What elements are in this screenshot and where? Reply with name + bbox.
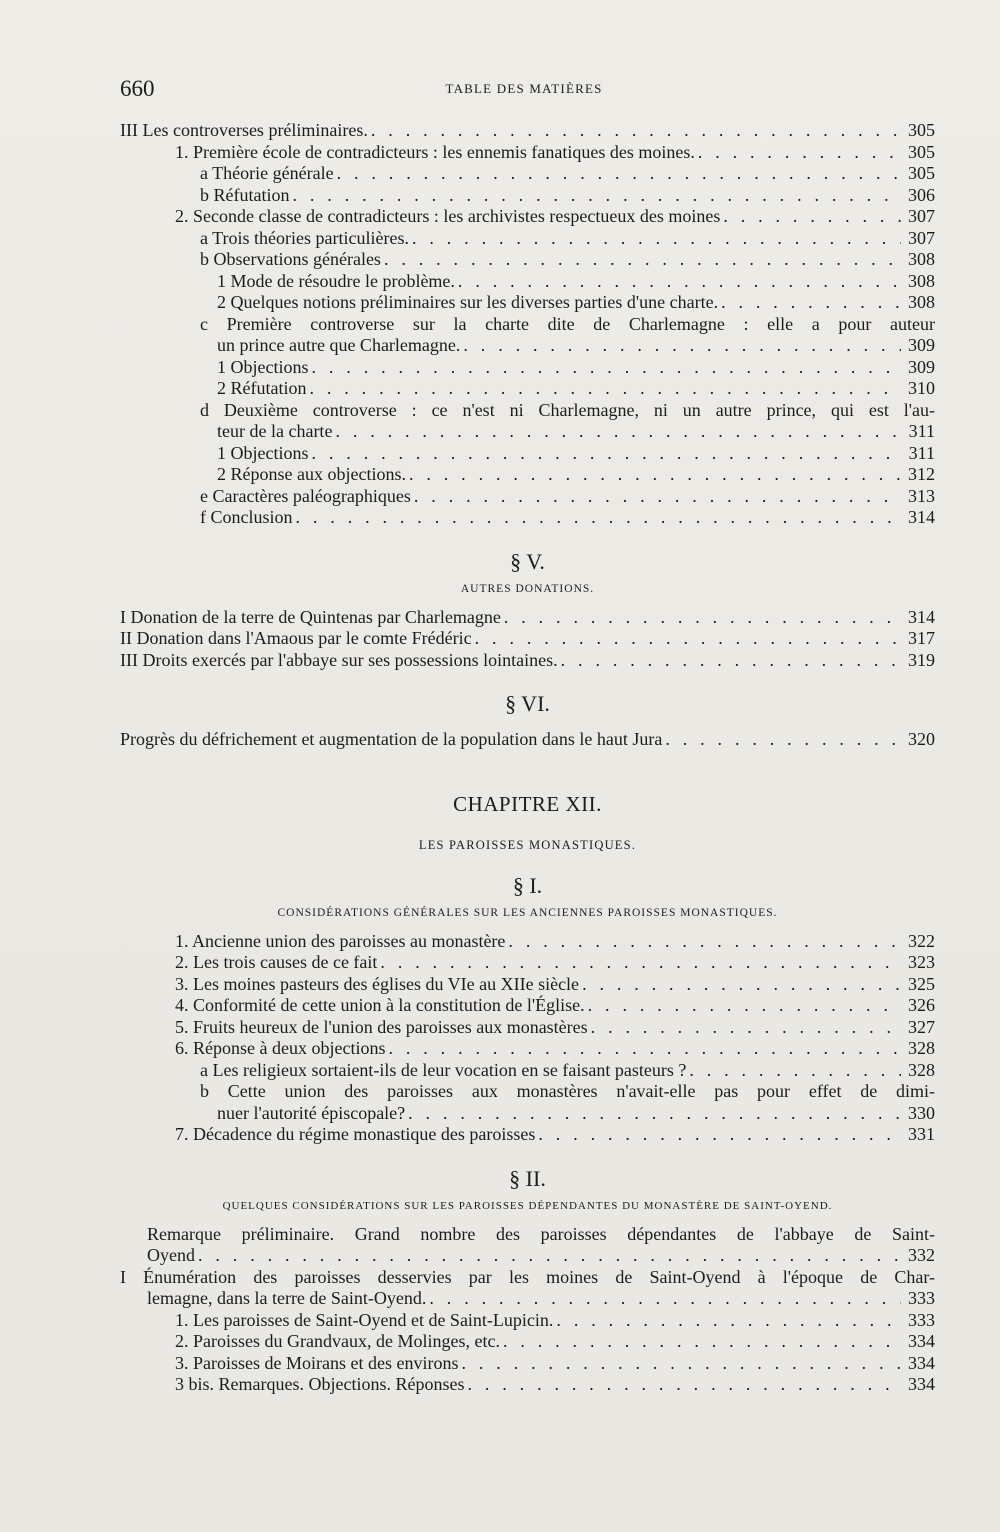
- toc-entry: [120, 1103, 935, 1125]
- toc-entry-page: 314: [908, 606, 935, 627]
- toc-entry-multiline: [120, 1081, 935, 1124]
- leader-dots: [412, 228, 901, 250]
- leader-dots: [458, 271, 901, 293]
- toc-entry: [120, 163, 935, 185]
- toc-entry-page: 307: [908, 227, 935, 248]
- toc-entry-page: 309: [908, 335, 935, 355]
- toc-entry-page: 305: [908, 163, 935, 183]
- toc-entry: [120, 464, 935, 486]
- leader-dots: [508, 931, 901, 953]
- toc-entry-line: d Deuxième controverse : ce n'est ni Charlemagne, ni un autre prince, qui est l'au-: [200, 399, 935, 420]
- toc-entry-title: 4. Conformité de cette union à la constitution de l'Église.: [175, 995, 585, 1015]
- toc-entry-title: 3. Les moines pasteurs des églises du VIe au XIIe siècle: [175, 973, 580, 994]
- toc-entry-title: b Réfutation: [200, 184, 290, 205]
- toc-entry-page: 334: [908, 1352, 935, 1373]
- toc-entry: [120, 931, 935, 953]
- toc-entry-page: 334: [908, 1374, 935, 1394]
- toc-entry: [120, 607, 935, 629]
- toc-entry: [120, 292, 935, 314]
- leader-dots: [408, 1103, 901, 1125]
- section-subtitle: AUTRES DONATIONS.: [460, 582, 595, 595]
- table-of-contents: [120, 120, 935, 1396]
- leader-dots: [504, 607, 901, 629]
- section-heading: § II.: [509, 1165, 546, 1191]
- toc-entry-title: 2 Quelques notions préliminaires sur les diverses parties d'une charte.: [217, 292, 719, 312]
- toc-entry-title: 2 Réfutation: [217, 378, 307, 398]
- toc-entry-line: I Énumération des paroisses desservies par les moines de Saint-Oyend à l'époque de Char-: [120, 1266, 935, 1287]
- section-subtitle: QUELQUES CONSIDÉRATIONS SUR LES PAROISSES DÉPENDANTES DU MONASTÈRE DE SAINT-OYEND.: [222, 1199, 833, 1212]
- toc-entry-page: 333: [908, 1309, 935, 1330]
- toc-entry: [120, 378, 935, 400]
- toc-group-controverses: [120, 120, 935, 314]
- toc-entry-title: 1. Les paroisses de Saint-Oyend et de Saint-Lupicin.: [175, 1309, 554, 1330]
- toc-entry-title: I Donation de la terre de Quintenas par Charlemagne: [120, 606, 501, 627]
- running-title: TABLE DES MATIÈRES: [445, 81, 603, 96]
- leader-dots: [475, 628, 901, 650]
- toc-entry-page: 327: [908, 1016, 935, 1037]
- toc-group: [120, 357, 935, 400]
- toc-entry-line: c Première controverse sur la charte dite de Charlemagne : elle a pour auteur: [200, 313, 935, 334]
- toc-entry-title: 1. Première école de contradicteurs : les ennemis fanatiques des moines.: [175, 141, 695, 162]
- toc-entry-title: 7. Décadence du régime monastique des paroisses: [175, 1124, 536, 1144]
- toc-entry-page: 307: [908, 206, 935, 226]
- leader-dots: [384, 249, 901, 271]
- toc-entry-title: III Les controverses préliminaires.: [120, 120, 368, 140]
- toc-entry: [120, 1245, 935, 1267]
- toc-entry-title: a Théorie générale: [200, 163, 334, 183]
- leader-dots: [296, 507, 902, 529]
- toc-entry-title: 2. Les trois causes de ce fait: [175, 952, 378, 972]
- toc-entry: [120, 1060, 935, 1082]
- section-heading: § VI.: [505, 691, 550, 716]
- toc-entry: [120, 1374, 935, 1396]
- toc-entry-page: 323: [908, 952, 935, 972]
- toc-entry-page: 305: [908, 141, 935, 162]
- toc-entry-title: Progrès du défrichement et augmentation de la population dans le haut Jura: [120, 729, 663, 749]
- page-number: 660: [120, 76, 155, 101]
- toc-entry: [120, 421, 935, 443]
- leader-dots: [409, 464, 901, 486]
- toc-entry-page: 320: [908, 729, 935, 749]
- page-header: [120, 76, 928, 106]
- leader-dots: [556, 1310, 901, 1332]
- toc-entry-multiline: [120, 1267, 935, 1310]
- toc-entry: [120, 1288, 935, 1310]
- toc-group-donations: [120, 607, 935, 672]
- toc-entry: [120, 185, 935, 207]
- leader-dots: [335, 421, 901, 443]
- toc-entry-title: nuer l'autorité épiscopale?: [217, 1102, 406, 1123]
- toc-entry: [120, 1017, 935, 1039]
- leader-dots: [380, 952, 901, 974]
- toc-entry: [120, 628, 935, 650]
- toc-group: [120, 729, 935, 751]
- toc-entry: [120, 120, 935, 142]
- toc-entry-title: 6. Réponse à deux objections: [175, 1038, 386, 1058]
- leader-dots: [698, 142, 901, 164]
- leader-dots: [721, 292, 901, 314]
- toc-entry: [120, 486, 935, 508]
- leader-dots: [371, 120, 901, 142]
- leader-dots: [591, 1017, 901, 1039]
- toc-entry-page: 330: [908, 1102, 935, 1123]
- toc-entry-title: e Caractères paléographiques: [200, 485, 411, 506]
- toc-entry-title: b Observations générales: [200, 249, 381, 269]
- toc-entry-title: teur de la charte: [217, 421, 333, 441]
- toc-group-paroisses: [120, 931, 935, 1082]
- leader-dots: [723, 206, 901, 228]
- leader-dots: [429, 1288, 901, 1310]
- toc-entry-multiline: [120, 314, 935, 357]
- toc-entry: [120, 1124, 935, 1146]
- toc-entry-page: 326: [908, 995, 935, 1015]
- toc-group: [120, 1124, 935, 1146]
- leader-dots: [467, 1374, 901, 1396]
- toc-entry-page: 306: [908, 184, 935, 205]
- toc-entry-page: 311: [908, 442, 935, 463]
- leader-dots: [312, 443, 902, 465]
- toc-entry-title: Oyend: [147, 1245, 195, 1265]
- toc-entry: [120, 271, 935, 293]
- toc-entry: [120, 142, 935, 164]
- toc-entry-page: 311: [908, 421, 935, 441]
- toc-entry-title: un prince autre que Charlemagne.: [217, 335, 461, 355]
- leader-dots: [538, 1124, 901, 1146]
- leader-dots: [665, 729, 901, 751]
- toc-entry: [120, 1310, 935, 1332]
- leader-dots: [503, 1331, 901, 1353]
- toc-entry-page: 333: [908, 1288, 935, 1308]
- toc-entry: [120, 729, 935, 751]
- toc-entry-page: 313: [908, 485, 935, 506]
- toc-entry: [120, 995, 935, 1017]
- toc-entry-title: 3. Paroisses de Moirans et des environs: [175, 1352, 459, 1373]
- leader-dots: [292, 185, 901, 207]
- toc-entry: [120, 249, 935, 271]
- leader-dots: [309, 378, 901, 400]
- toc-entry-page: 332: [908, 1245, 935, 1265]
- leader-dots: [337, 163, 901, 185]
- toc-entry: [120, 507, 935, 529]
- toc-entry-title: 2 Réponse aux objections.: [217, 464, 406, 484]
- toc-entry-title: 1 Mode de résoudre le problème.: [217, 270, 455, 291]
- toc-entry-page: 310: [908, 378, 935, 398]
- leader-dots: [388, 1038, 901, 1060]
- section-heading: § I.: [512, 872, 543, 898]
- leader-dots: [461, 1353, 901, 1375]
- toc-entry: [120, 335, 935, 357]
- leader-dots: [312, 357, 902, 379]
- toc-entry-title: 1 Objections: [217, 356, 309, 377]
- leader-dots: [463, 335, 901, 357]
- toc-entry-title: 1 Objections: [217, 442, 309, 463]
- toc-entry: [120, 1353, 935, 1375]
- toc-entry-title: 5. Fruits heureux de l'union des paroisses aux monastères: [175, 1016, 588, 1037]
- leader-dots: [414, 486, 901, 508]
- toc-entry-page: 309: [908, 356, 935, 377]
- leader-dots: [198, 1245, 901, 1267]
- toc-entry: [120, 206, 935, 228]
- toc-entry-page: 308: [908, 270, 935, 291]
- toc-entry-title: II Donation dans l'Amaous par le comte Frédéric: [120, 628, 472, 648]
- leader-dots: [561, 650, 901, 672]
- toc-entry: [120, 974, 935, 996]
- toc-entry-title: 2. Paroisses du Grandvaux, de Molinges, etc.: [175, 1331, 500, 1351]
- toc-entry-page: 328: [908, 1038, 935, 1058]
- toc-entry-page: 312: [908, 464, 935, 484]
- toc-entry: [120, 357, 935, 379]
- toc-entry-line: Remarque préliminaire. Grand nombre des paroisses dépendantes de l'abbaye de Saint-: [147, 1223, 935, 1244]
- toc-entry: [120, 1331, 935, 1353]
- toc-entry-page: 322: [908, 930, 935, 951]
- leader-dots: [689, 1060, 901, 1082]
- leader-dots: [588, 995, 901, 1017]
- toc-entry: [120, 650, 935, 672]
- toc-entry-page: 334: [908, 1331, 935, 1351]
- toc-entry-page: 308: [908, 292, 935, 312]
- toc-entry-page: 317: [908, 628, 935, 648]
- toc-entry-title: f Conclusion: [200, 507, 293, 527]
- toc-entry-title: a Les religieux sortaient-ils de leur vocation en se faisant pasteurs ?: [200, 1059, 687, 1080]
- toc-entry-page: 314: [908, 507, 935, 527]
- section-heading: § V.: [510, 548, 545, 574]
- toc-entry-multiline: [120, 400, 935, 443]
- toc-entry: [120, 952, 935, 974]
- toc-entry: [120, 443, 935, 465]
- toc-entry-title: III Droits exercés par l'abbaye sur ses possessions lointaines.: [120, 649, 558, 670]
- leader-dots: [582, 974, 901, 996]
- toc-entry-title: lemagne, dans la terre de Saint-Oyend.: [147, 1288, 427, 1308]
- toc-group: [120, 443, 935, 529]
- toc-entry-page: 331: [908, 1124, 935, 1144]
- toc-entry-title: 3 bis. Remarques. Objections. Réponses: [175, 1374, 465, 1394]
- toc-entry-page: 328: [908, 1059, 935, 1080]
- chapter-subtitle: LES PAROISSES MONASTIQUES.: [418, 837, 637, 852]
- toc-entry-title: 2. Seconde classe de contradicteurs : les archivistes respectueux des moines: [175, 206, 721, 226]
- toc-entry-page: 325: [908, 973, 935, 994]
- toc-group: [120, 1310, 935, 1396]
- toc-entry-line: b Cette union des paroisses aux monastères n'avait-elle pas pour effet de dimi-: [200, 1081, 935, 1101]
- toc-entry: [120, 228, 935, 250]
- section-subtitle: CONSIDÉRATIONS GÉNÉRALES SUR LES ANCIENNES PAROISSES MONASTIQUES.: [277, 906, 778, 919]
- toc-entry-title: 1. Ancienne union des paroisses au monastère: [175, 930, 506, 951]
- toc-entry-multiline: [120, 1224, 935, 1267]
- toc-entry: [120, 1038, 935, 1060]
- chapter-title: CHAPITRE XII.: [453, 791, 602, 816]
- toc-entry-page: 305: [908, 120, 935, 140]
- toc-entry-title: a Trois théories particulières.: [200, 227, 409, 248]
- toc-entry-page: 319: [908, 649, 935, 670]
- toc-entry-page: 308: [908, 249, 935, 269]
